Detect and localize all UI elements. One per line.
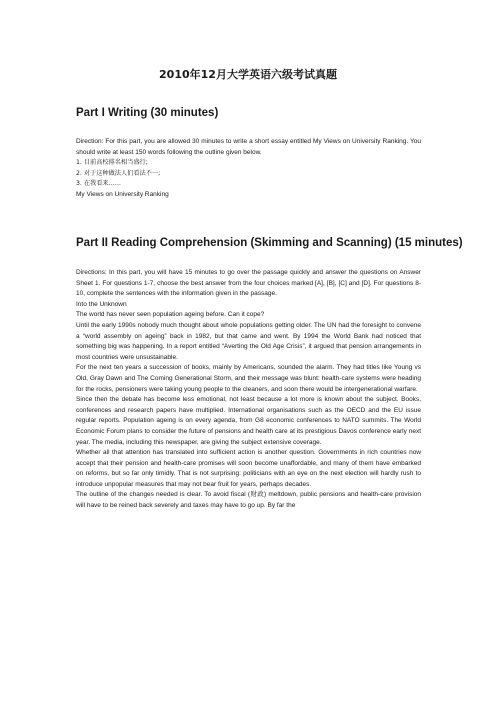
outline-item-2: 2. 对于这种做法人们看法不一; xyxy=(76,169,161,177)
passage-subtitle: The world has never seen population ageing before. Can it cope? xyxy=(76,311,265,319)
document-title: 2010年12月大学英语六级考试真题 xyxy=(159,68,337,81)
outline-item-3: 3. 在我看来…… xyxy=(76,180,121,188)
part1-body xyxy=(76,137,421,201)
part2-body xyxy=(76,268,421,512)
essay-title: My Views on University Ranking xyxy=(76,190,169,198)
passage-paragraph-2: For the next ten years a succession of books, mainly by Americans, sounded the alarm. They had titles like Young vs Old, Gray Dawn and The Coming Generational Storm, and their message was blunt: health-care systems were heading for the rocks, pensioners were taking young people to the cleaners, and soon there would be intergenerational warfare. xyxy=(76,364,421,393)
part2-heading: Part II Reading Comprehension (Skimming and Scanning) (15 minutes) xyxy=(76,237,463,249)
passage-paragraph-1: Until the early 1990s nobody much thought about whole populations getting older. The UN had the foresight to convene a “world assembly on ageing” back in 1982, but that came and went. By 1994 the World Bank had noticed that something big was happening. In a report entitled “Averting the Old Age Crisis”, it argued that pension arrangements in most countries were unsustainable. xyxy=(76,321,421,361)
passage-paragraph-4: Whether all that attention has translated into sufficient action is another question. Governments in rich countries now accept that their pension and health-care promises will soon become unaffordable, and many of them have embarked on reforms, but so far only timidly. That is not surprising: politicians with an eye on the next election will hardly rush to introduce unpopular measures that may not bear fruit for years, perhaps decades. xyxy=(76,449,421,488)
part2-directions: Directions: In this part, you will have 15 minutes to go over the passage quickly and answer the questions on Answer Sheet 1. For questions 1-7, choose the best answer from the four choices marked [A], [B], [C] and [D]. For questions 8-10, complete the sentences with the information given in the passage. xyxy=(76,269,421,298)
part1-direction: Direction: For this part, you are allowed 30 minutes to write a short essay entitled My Views on University Ranking. You should write at least 150 words following the outline given below. xyxy=(76,138,421,156)
outline-list xyxy=(76,158,421,190)
outline-item-1: 1. 目前高校排名相当盛行; xyxy=(76,159,148,167)
passage-paragraph-3: Since then the debate has become less emotional, not least because a lot more is known about the subject. Books, conferences and research papers have multiplied. International organisations such as the OECD and the EU issue regular reports. Population ageing is on every agenda, from G8 economic conferences to NATO summits. The World Economic Forum plans to consider the future of pensions and health care at its prestigious Davos conference early next year. The media, including this newspaper, are giving the subject extensive coverage. xyxy=(76,396,421,446)
passage-title: Into the Unknown xyxy=(76,300,127,308)
part1-heading: Part I Writing (30 minutes) xyxy=(76,107,219,119)
passage-paragraph-5: The outline of the changes needed is clear. To avoid fiscal (财政) meltdown, public pensions and health-care provision will have to be reined back severely and taxes may have to go up. By far the xyxy=(76,491,421,510)
